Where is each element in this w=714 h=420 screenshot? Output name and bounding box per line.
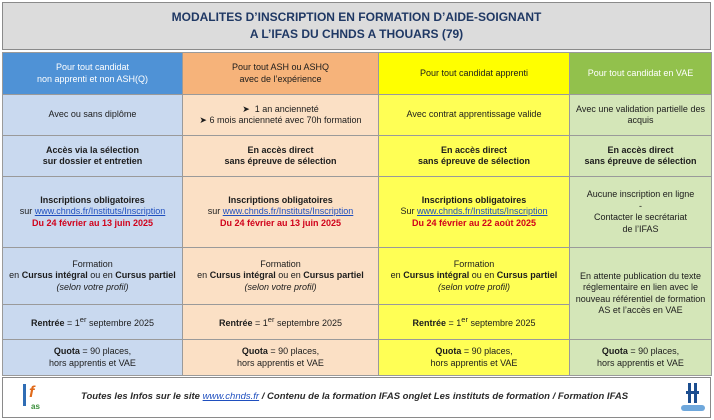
- table-header-row: [3, 53, 712, 95]
- cell-diplome-1: Avec ou sans diplôme: [3, 95, 183, 136]
- header-col-3: Pour tout candidat apprenti: [379, 53, 570, 95]
- cell-quota-3: Quota = 90 places, hors apprentis et VAE: [379, 340, 570, 376]
- inscription-link[interactable]: www.chnds.fr/Instituts/Inscription: [416, 206, 548, 217]
- chnds-logo: [679, 381, 707, 415]
- ifas-logo: f as: [19, 382, 49, 415]
- title-line-2: A L’IFAS DU CHNDS A THOUARS (79): [249, 27, 464, 41]
- cell-rentree-2: Rentrée = 1er septembre 2025: [183, 305, 379, 340]
- site-link[interactable]: www.chnds.fr: [202, 391, 260, 402]
- cell-acces-4: En accès direct sans épreuve de sélection: [570, 136, 712, 177]
- inscription-link[interactable]: www.chnds.fr/Instituts/Inscription: [34, 206, 166, 217]
- cell-formation-2: Formation en Cursus intégral ou en Cursus partiel (selon votre profil): [183, 248, 379, 305]
- cell-acces-2: En accès direct sans épreuve de sélection: [183, 136, 379, 177]
- header-col-1: Pour tout candidat non apprenti et non ASH(Q): [3, 53, 183, 95]
- cell-acces-1: Accès via la sélection sur dossier et entretien: [3, 136, 183, 177]
- table-row-formation: [3, 248, 712, 305]
- cell-quota-4: Quota = 90 places, hors apprentis et VAE: [570, 340, 712, 376]
- table-row-inscriptions: [3, 177, 712, 248]
- cell-diplome-4: Avec une validation partielle des acquis: [570, 95, 712, 136]
- table-row-quota: [3, 340, 712, 376]
- cell-formation-3: Formation en Cursus intégral ou en Cursus partiel (selon votre profil): [379, 248, 570, 305]
- header-col-2: Pour tout ASH ou ASHQ avec de l’expérience: [183, 53, 379, 95]
- inscription-link[interactable]: www.chnds.fr/Instituts/Inscription: [222, 206, 354, 217]
- table-row-acces: [3, 136, 712, 177]
- list-item: ➤ 1 an ancienneté: [242, 103, 319, 114]
- footer-text: Toutes les Infos sur le site www.chnds.fr / Contenu de la formation IFAS onglet Les instituts de formation / Formation IFAS: [81, 391, 629, 402]
- cell-diplome-2: [183, 95, 379, 136]
- inscription-table: [2, 52, 712, 376]
- document-title: [2, 2, 711, 50]
- cell-inscriptions-1: Inscriptions obligatoires sur www.chnds.fr/Instituts/Inscription Du 24 février au 13 juin 2025: [3, 177, 183, 248]
- title-line-1: MODALITES D’INSCRIPTION EN FORMATION D’AIDE-SOIGNANT: [171, 10, 542, 24]
- list-item: ➤ 6 mois ancienneté avec 70h formation: [199, 115, 362, 125]
- cell-inscriptions-2: Inscriptions obligatoires sur www.chnds.fr/Instituts/Inscription Du 24 février au 13 juin 2025: [183, 177, 379, 248]
- cell-acces-3: En accès direct sans épreuve de sélection: [379, 136, 570, 177]
- cell-inscriptions-3: Inscriptions obligatoires Sur www.chnds.fr/Instituts/Inscription Du 24 février au 22 août 2025: [379, 177, 570, 248]
- cell-formation-4: En attente publication du texte réglementaire en lien avec le nouveau référentiel de formation AS et l’accès en VAE: [570, 248, 712, 340]
- cell-diplome-3: Avec contrat apprentissage valide: [379, 95, 570, 136]
- header-col-4: Pour tout candidat en VAE: [570, 53, 712, 95]
- cell-quota-2: Quota = 90 places, hors apprentis et VAE: [183, 340, 379, 376]
- cell-rentree-1: Rentrée = 1er septembre 2025: [3, 305, 183, 340]
- table-row-diplome: [3, 95, 712, 136]
- footer: [2, 377, 711, 418]
- cell-inscriptions-4: Aucune inscription en ligne - Contacter le secrétariat de l’IFAS: [570, 177, 712, 248]
- cell-quota-1: Quota = 90 places, hors apprentis et VAE: [3, 340, 183, 376]
- cell-formation-1: Formation en Cursus intégral ou en Cursus partiel (selon votre profil): [3, 248, 183, 305]
- cell-rentree-3: Rentrée = 1er septembre 2025: [379, 305, 570, 340]
